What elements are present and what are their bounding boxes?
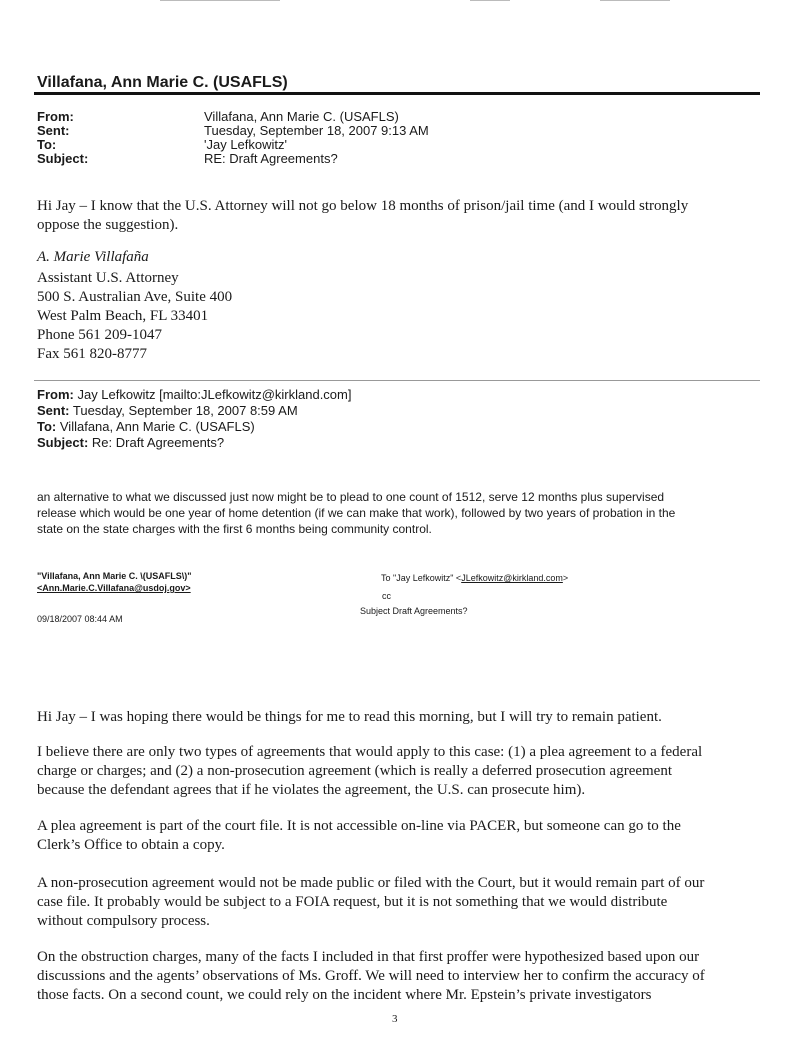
title-divider (34, 92, 760, 95)
orig-para-line: discussions and the agents’ observations of Ms. Groff. We will need to interview her to confirm the accuracy of (37, 968, 705, 984)
from-label: From: (37, 109, 74, 124)
orig-para-line: Clerk’s Office to obtain a copy. (37, 837, 225, 853)
orig-para-line: because the defendant agrees that if he violates the agreement, the U.S. can prosecute him). (37, 782, 586, 798)
orig-para-line: charge or charges; and (2) a non-prosecution agreement (which is really a deferred prosecution agreement (37, 763, 673, 779)
orig-para-line: those facts. On a second count, we could rely on the incident where Mr. Epstein’s private investigators (37, 987, 652, 1003)
fwd-sent-label: Sent: (37, 403, 70, 418)
orig-para-line: A plea agreement is part of the court file. It is not accessible on-line via PACER, but someone can go to the (37, 818, 681, 834)
fwd-subject-row (37, 435, 224, 450)
fwd-body-line: an alternative to what we discussed just now might be to plead to one count of 1512, serve 12 months plus supervised (37, 490, 665, 504)
scan-artifact (600, 0, 670, 1)
fwd-subject-value: Re: Draft Agreements? (91, 435, 225, 450)
signature-name: A. Marie Villafaña (37, 249, 149, 265)
fwd-body-line: state on the state charges with the first 6 months being community control. (37, 522, 432, 536)
orig-subject: Subject Draft Agreements? (360, 606, 468, 616)
orig-para-line: case file. It probably would be subject to a FOIA request, but it is not something that we would distribute (37, 894, 668, 910)
subject-label: Subject: (37, 151, 89, 166)
fwd-body-line: release which would be one year of home detention (if we can make that work), followed by two years of probation in the (37, 506, 676, 520)
orig-to-email[interactable]: JLefkowitz@kirkland.com (461, 573, 563, 583)
reply-line: Hi Jay – I know that the U.S. Attorney will not go below 18 months of prison/jail time (and I would strongly (37, 198, 689, 214)
signature-phone: Phone 561 209-1047 (37, 327, 162, 343)
from-value: Villafana, Ann Marie C. (USAFLS) (204, 109, 399, 124)
orig-to-prefix: To "Jay Lefkowitz" < (381, 573, 462, 583)
fwd-subject-label: Subject: (37, 435, 89, 450)
orig-para-line: I believe there are only two types of agreements that would apply to this case: (1) a plea agreement to a federal (37, 744, 703, 760)
scan-artifact (160, 0, 280, 1)
orig-para-line: On the obstruction charges, many of the facts I included in that first proffer were hypothesized based upon our (37, 949, 700, 965)
signature-address: 500 S. Australian Ave, Suite 400 (37, 289, 233, 305)
reply-line: oppose the suggestion). (37, 217, 179, 233)
to-label: To: (37, 137, 57, 152)
subject-value: RE: Draft Agreements? (204, 151, 338, 166)
page-number: 3 (392, 1013, 398, 1025)
orig-sender-email[interactable]: <Ann.Marie.C.Villafana@usdoj.gov> (37, 583, 191, 593)
fwd-sent-row (37, 403, 298, 418)
orig-para-line: A non-prosecution agreement would not be made public or filed with the Court, but it would remain part of our (37, 875, 705, 891)
signature-title: Assistant U.S. Attorney (37, 270, 179, 286)
to-value: 'Jay Lefkowitz' (204, 137, 287, 152)
signature-city: West Palm Beach, FL 33401 (37, 308, 209, 324)
orig-sender-name: "Villafana, Ann Marie C. \(USAFLS\)" (37, 571, 192, 581)
fwd-from-value: Jay Lefkowitz [mailto:JLefkowitz@kirkland.com] (77, 387, 352, 402)
scan-artifact (470, 0, 510, 1)
signature-fax: Fax 561 820-8777 (37, 346, 147, 362)
sent-value: Tuesday, September 18, 2007 9:13 AM (204, 123, 429, 138)
sent-label: Sent: (37, 123, 70, 138)
fwd-body (37, 489, 772, 537)
mailbox-title: Villafana, Ann Marie C. (USAFLS) (37, 74, 288, 91)
orig-date: 09/18/2007 08:44 AM (37, 614, 123, 624)
fwd-sent-value: Tuesday, September 18, 2007 8:59 AM (72, 403, 298, 418)
orig-para: Hi Jay – I was hoping there would be things for me to read this morning, but I will try to remain patient. (37, 709, 662, 725)
fwd-from-label: From: (37, 387, 74, 402)
orig-cc-label: cc (382, 591, 391, 601)
fwd-to-row (37, 419, 255, 434)
fwd-from-row (37, 387, 351, 402)
orig-to-row (381, 573, 568, 583)
orig-para-line: without compulsory process. (37, 913, 210, 929)
orig-to-suffix: > (562, 573, 569, 583)
fwd-to-value: Villafana, Ann Marie C. (USAFLS) (59, 419, 255, 434)
fwd-to-label: To: (37, 419, 57, 434)
message-separator (34, 380, 760, 381)
